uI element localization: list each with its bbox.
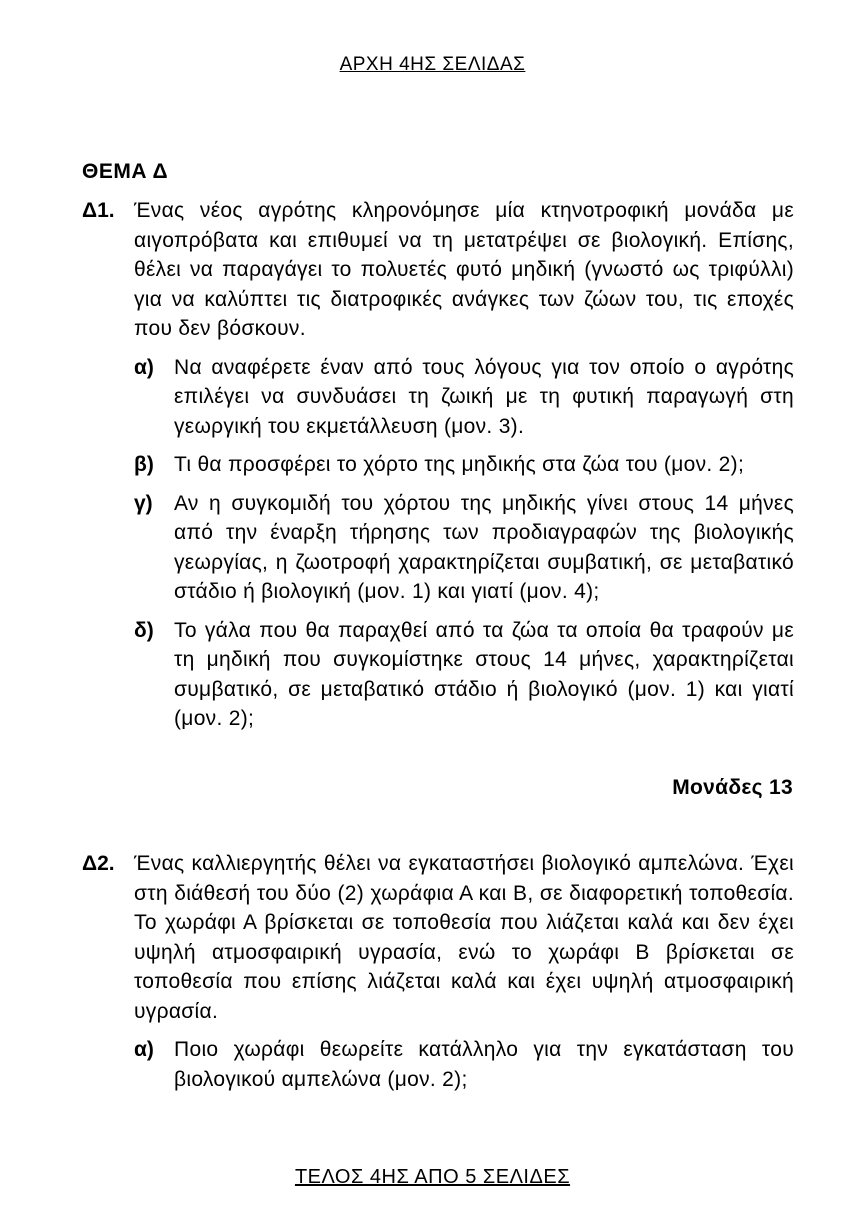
item-label: α) (134, 355, 154, 379)
question-d2-label: Δ2. (82, 852, 115, 875)
item-text: Να αναφέρετε έναν από τους λόγους για τον οποίο ο αγρότης επιλέγει να συνδυάσει τη ζωική με τη φυτική παραγωγή στη γεωργική του εκμετάλλευση (μον. 3). (174, 355, 794, 438)
page-footer: ΤΕΛΟΣ 4ΗΣ ΑΠΟ 5 ΣΕΛΙΔΕΣ (294, 1166, 571, 1188)
page-header: ΑΡΧΗ 4ΗΣ ΣΕΛΙΔΑΣ (339, 54, 526, 75)
question-d1-item-b (134, 450, 794, 480)
item-text: Τι θα προσφέρει το χόρτο της μηδικής στα ζώα του (μον. 2); (174, 453, 745, 476)
item-text: Ποιο χωράφι θεωρείτε κατάλληλο για την εγκατάσταση του βιολογικού αμπελώνα (μον. 2); (174, 1038, 794, 1091)
item-label: γ) (134, 491, 153, 515)
question-d1-label: Δ1. (82, 199, 115, 222)
question-d2-text: Ένας καλλιεργητής θέλει να εγκαταστήσει βιολογικό αμπελώνα. Έχει στη διάθεσή του δύο (2) χωράφια Α και Β, σε διαφορετική τοποθεσία. Το χωράφι Α βρίσκεται σε τοποθεσία που λιάζεται καλά και δεν έχει υψηλή ατμοσφαιρική υγρασία, ενώ το χωράφι Β βρίσκεται σε τοποθεσία που επίσης λιάζεται καλά και έχει υψηλή ατμοσφαιρική υγρασία. (134, 852, 794, 1023)
question-d2 (82, 849, 794, 1094)
question-d2-item-a (134, 1035, 794, 1094)
item-text: Το γάλα που θα παραχθεί από τα ζώα τα οποία θα τραφούν με τη μηδική που συγκομίστηκε στους 14 μήνες, χαρακτηρίζεται συμβατικό, σε μεταβατικό στάδιο ή βιολογικό (μον. 1) και γιατί (μον. 2); (174, 618, 794, 730)
question-d1 (82, 196, 794, 734)
question-d1-item-d (134, 616, 794, 734)
question-d1-text: Ένας νέος αγρότης κληρονόμησε μία κτηνοτροφική μονάδα με αιγοπρόβατα και επιθυμεί να τη μετατρέψει σε βιολογική. Επίσης, θέλει να παραγάγει το πολυετές φυτό μηδική (γνωστό ως τριφύλλι) για να καλύπτει τις διατροφικές ανάγκες των ζώων του, τις εποχές που δεν βόσκουν. (134, 199, 794, 340)
section-title: ΘΕΜΑ Δ (82, 160, 169, 183)
question-d1-marks: Μονάδες 13 (672, 776, 793, 799)
item-text: Αν η συγκομιδή του χόρτου της μηδικής γίνει στους 14 μήνες από την έναρξη τήρησης των προδιαγραφών της βιολογικής γεωργίας, η ζωοτροφή χαρακτηρίζεται συμβατική, σε μεταβατικό στάδιο ή βιολογική (μον. 1) και γιατί (μον. 4); (174, 491, 794, 603)
item-label: α) (134, 1038, 154, 1061)
item-label: β) (134, 453, 154, 476)
item-label: δ) (134, 618, 154, 642)
question-d1-item-c (134, 489, 794, 607)
question-d1-item-a (134, 353, 794, 442)
